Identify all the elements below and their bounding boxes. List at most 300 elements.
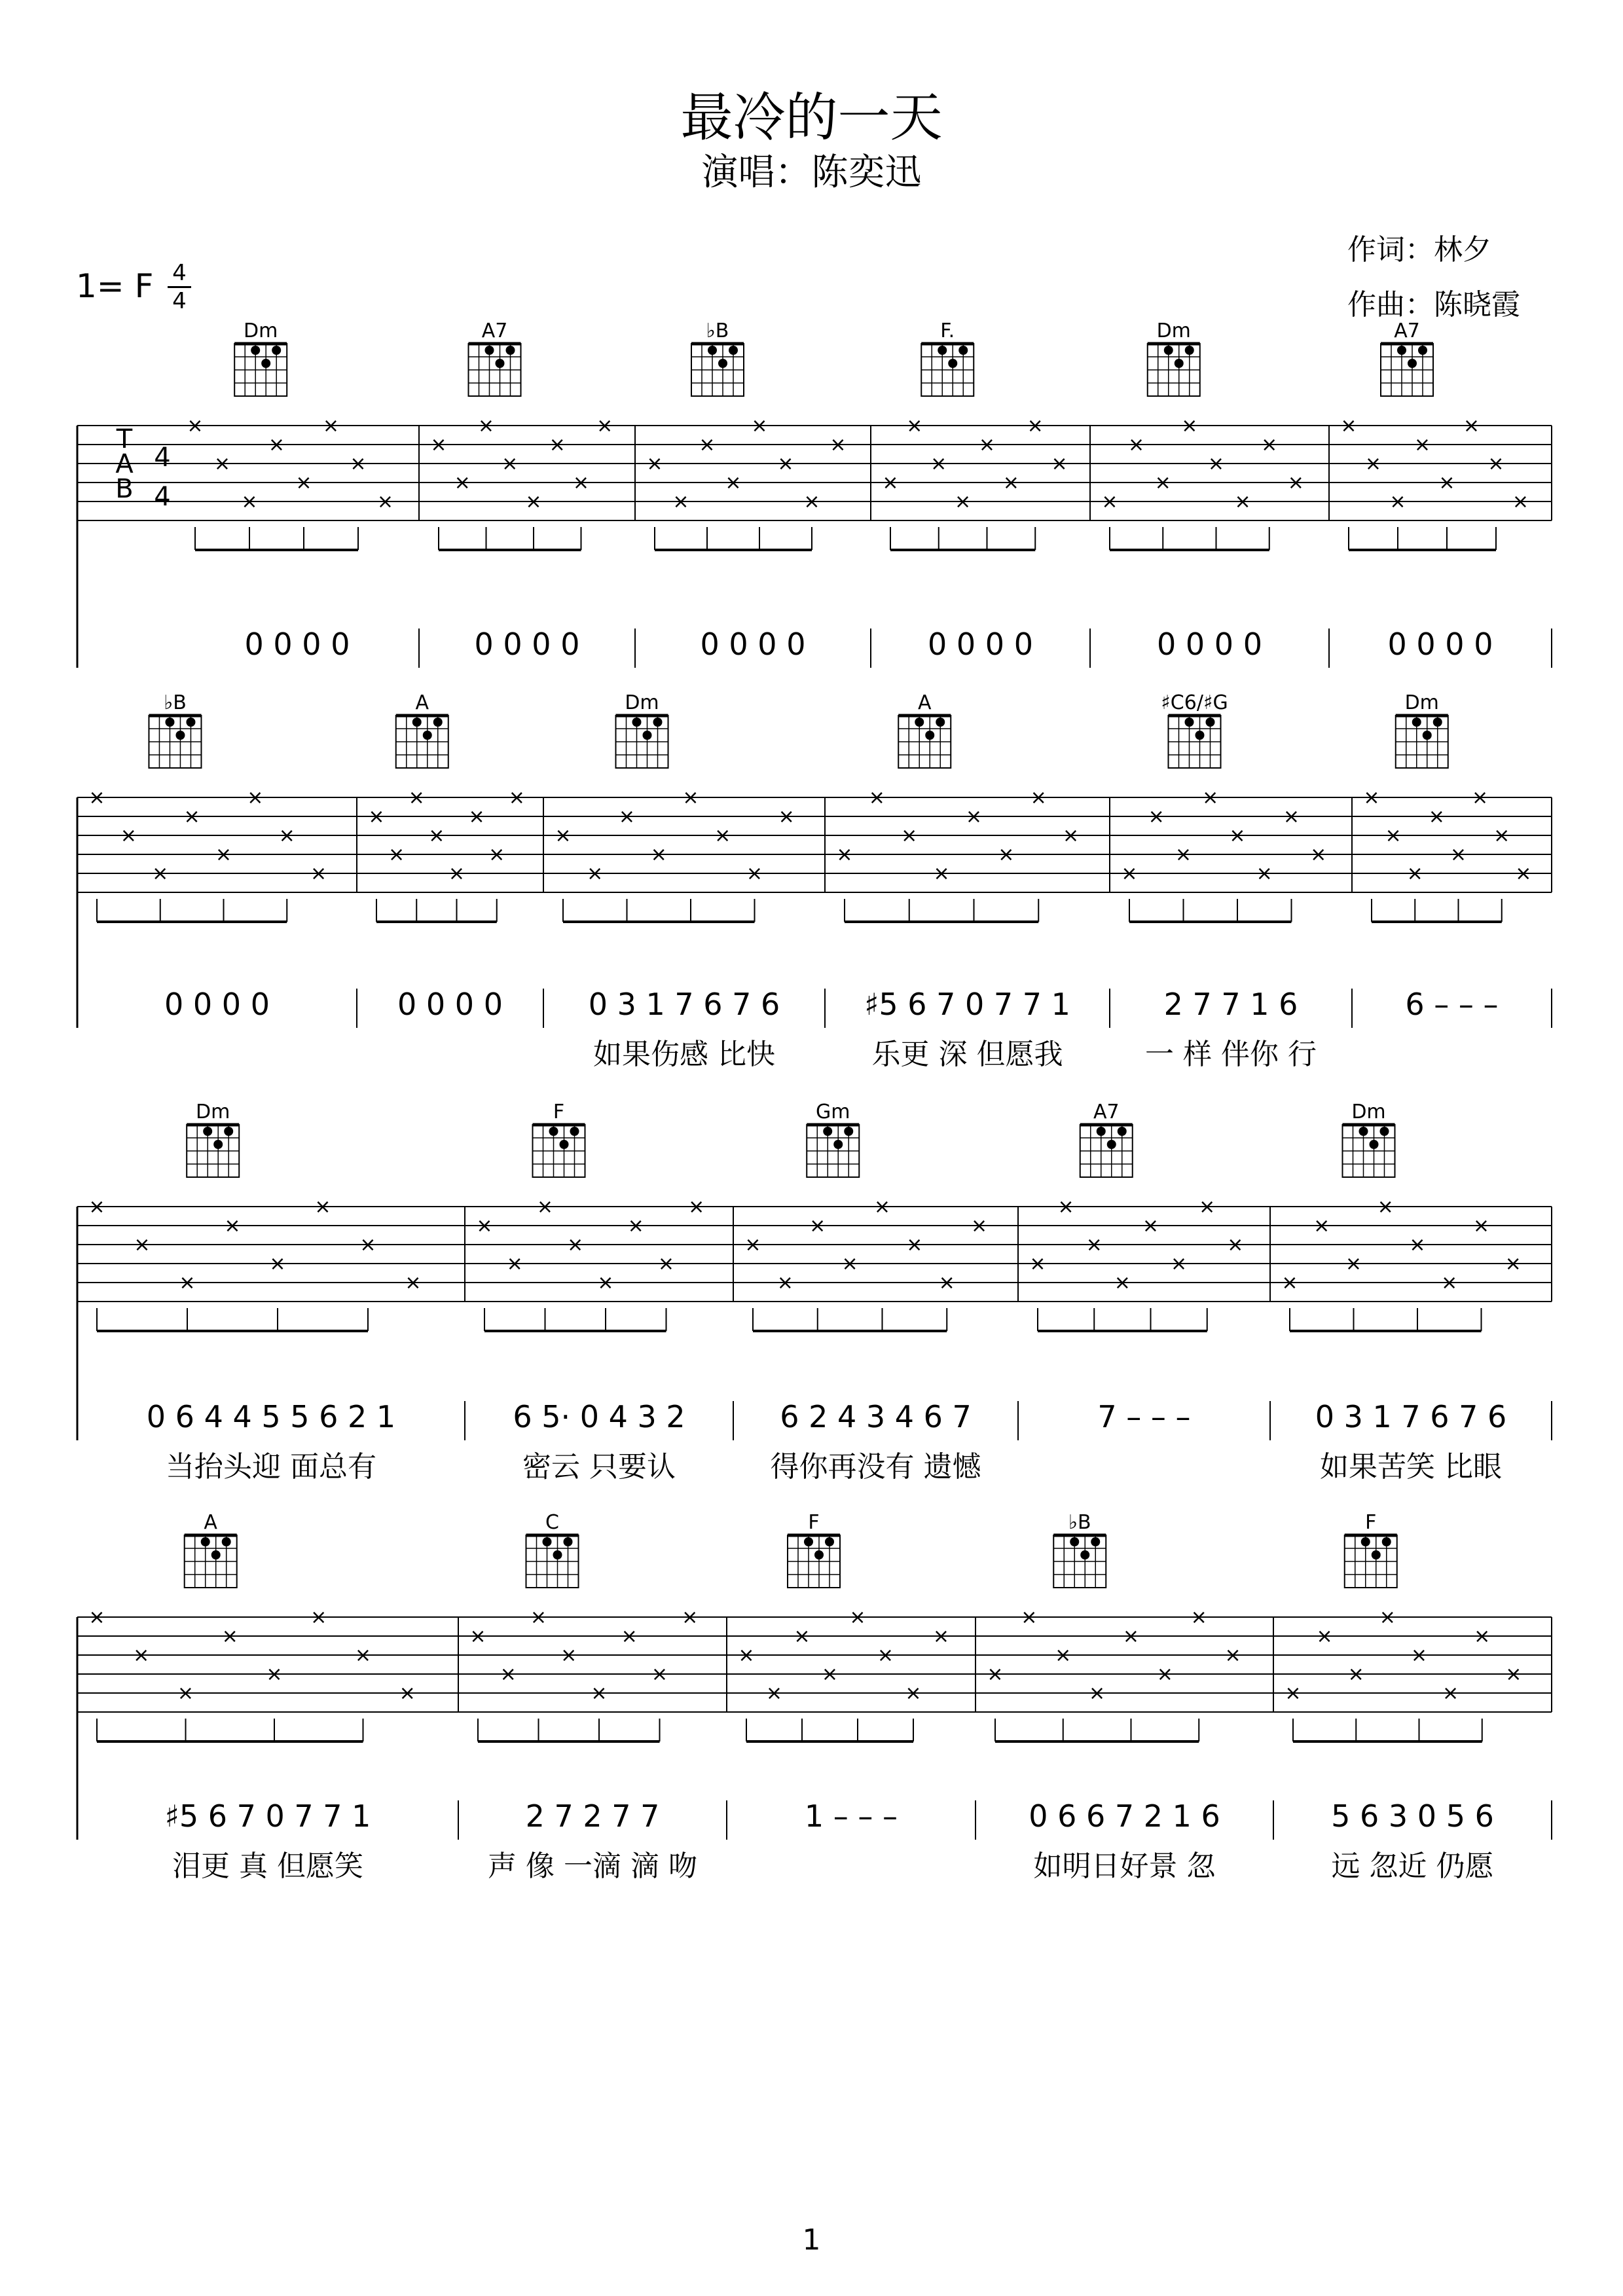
jianpu-notation: 5 6 3 0 5 6 xyxy=(1331,1798,1494,1834)
tab-mark: × xyxy=(1101,490,1118,513)
chord-finger-dot xyxy=(1175,359,1184,368)
chord-finger-dot xyxy=(433,718,443,727)
chord-finger-dot xyxy=(211,1550,221,1559)
tab-mark: × xyxy=(971,1214,988,1237)
chord-finger-dot xyxy=(653,718,663,727)
chord-finger-dot xyxy=(261,359,270,368)
tab-mark: × xyxy=(699,433,716,456)
chord-name: ♯C6/♯G xyxy=(1161,691,1228,714)
tab-mark: × xyxy=(830,433,847,456)
tab-mark: × xyxy=(1171,1252,1188,1275)
tab-mark: × xyxy=(744,1233,761,1256)
chord-finger-dot xyxy=(936,718,945,727)
chord-name: Dm xyxy=(1156,319,1191,342)
tab-mark: × xyxy=(1190,1606,1207,1629)
tab-mark: × xyxy=(906,414,923,437)
chord-name: F xyxy=(553,1101,565,1123)
tab-mark: × xyxy=(88,786,105,809)
lyrics-line: 如果伤感 比快 xyxy=(593,1038,775,1071)
tab-mark: × xyxy=(506,1252,523,1275)
tab-mark: × xyxy=(1340,414,1357,437)
lyrics-line: 密云 只要认 xyxy=(522,1450,676,1484)
jianpu-notation: 2 7 2 7 7 xyxy=(525,1798,660,1834)
tab-mark: × xyxy=(88,1606,105,1629)
tab-mark: × xyxy=(1287,471,1304,494)
tab-mark: × xyxy=(310,862,327,885)
chord-name: A xyxy=(204,1511,217,1534)
chord-finger-dot xyxy=(543,1537,552,1546)
tab-mark: × xyxy=(501,452,519,475)
tab-mark: × xyxy=(247,786,264,809)
tab-mark: × xyxy=(567,1233,584,1256)
tab-mark: × xyxy=(354,1644,372,1667)
tab-mark: × xyxy=(1472,1214,1490,1237)
chord-finger-dot xyxy=(506,346,515,355)
tab-mark: × xyxy=(1345,1252,1362,1275)
tab-mark: × xyxy=(714,824,731,847)
lyrics-line: 声 像 一滴 滴 吻 xyxy=(488,1850,697,1883)
tab-mark: × xyxy=(1487,452,1504,475)
chord-finger-dot xyxy=(1382,1537,1391,1546)
chord-finger-dot xyxy=(814,1550,824,1559)
chord-finger-dot xyxy=(823,1127,832,1136)
jianpu-notation: 6 2 4 3 4 6 7 xyxy=(780,1399,972,1434)
chord-finger-dot xyxy=(915,718,924,727)
chord-finger-dot xyxy=(1423,731,1432,740)
tab-mark: × xyxy=(1409,1233,1426,1256)
tab-mark: × xyxy=(549,433,566,456)
tab-mark: × xyxy=(469,1625,486,1648)
lyrics-line: 远 忽近 仍愿 xyxy=(1331,1850,1494,1883)
chord-finger-dot xyxy=(485,346,494,355)
tab-mark: × xyxy=(1463,414,1480,437)
chord-name: Dm xyxy=(196,1101,230,1123)
tab-mark: × xyxy=(408,786,425,809)
tab-mark: × xyxy=(597,1271,614,1294)
tab-mark: × xyxy=(1450,843,1467,866)
tab-mark: × xyxy=(572,471,590,494)
jianpu-notation: 0 0 0 0 xyxy=(474,627,580,662)
tab-mark: × xyxy=(809,1214,826,1237)
chord-finger-dot xyxy=(251,346,260,355)
chord-finger-dot xyxy=(1380,1127,1389,1136)
tab-mark: × xyxy=(179,1271,196,1294)
chord-finger-dot xyxy=(958,346,968,355)
tab-mark: × xyxy=(1055,1644,1072,1667)
chord-finger-dot xyxy=(423,731,432,740)
chord-finger-dot xyxy=(1370,1140,1379,1149)
lyrics-line: 如明日好景 忽 xyxy=(1033,1850,1216,1883)
chord-name: A xyxy=(415,691,429,714)
tab-mark: × xyxy=(1029,1252,1046,1275)
tab-mark: × xyxy=(314,1195,331,1218)
tab-mark: × xyxy=(1472,786,1489,809)
tab-mark: × xyxy=(500,1663,517,1686)
tab-mark: × xyxy=(965,805,983,828)
chord-name: C xyxy=(545,1511,559,1534)
song-title: 最冷的一天 xyxy=(680,87,943,148)
tab-mark: × xyxy=(1229,824,1246,847)
chord-finger-dot xyxy=(1206,718,1215,727)
chord-finger-dot xyxy=(1185,718,1194,727)
tab-mark: × xyxy=(536,1195,554,1218)
tab-mark: × xyxy=(1261,433,1278,456)
page-number: 1 xyxy=(802,2223,821,2257)
tab-mark: × xyxy=(1154,471,1171,494)
tab-mark: × xyxy=(1364,452,1382,475)
tab-mark: × xyxy=(657,1252,675,1275)
chord-finger-dot xyxy=(948,359,957,368)
tab-mark: × xyxy=(1051,452,1068,475)
tab-mark: × xyxy=(488,843,505,866)
lyrics-line: 当抬头迎 面总有 xyxy=(166,1450,376,1484)
jianpu-notation: 0 3 1 7 6 7 6 xyxy=(1315,1399,1507,1434)
chord-name: ♭B xyxy=(164,691,187,714)
tab-mark: × xyxy=(134,1233,151,1256)
tab-mark: × xyxy=(751,414,768,437)
chord-finger-dot xyxy=(213,1140,223,1149)
tab-mark: × xyxy=(269,1252,286,1275)
tab-mark: × xyxy=(793,1625,811,1648)
jianpu-notation: 0 0 0 0 xyxy=(397,987,503,1022)
tab-mark: × xyxy=(1316,1625,1333,1648)
chord-finger-dot xyxy=(1397,346,1406,355)
tab-mark: × xyxy=(476,1214,493,1237)
tab-mark: × xyxy=(508,786,525,809)
chord-name: F xyxy=(808,1511,820,1534)
tab-mark: × xyxy=(1515,862,1532,885)
tab-mark: × xyxy=(1181,414,1198,437)
jianpu-notation: 1 – – – xyxy=(804,1798,898,1834)
tab-mark: × xyxy=(1442,1682,1459,1705)
tab-mark: × xyxy=(682,786,699,809)
tab-mark: × xyxy=(555,824,572,847)
chord-name: A7 xyxy=(1394,319,1420,342)
tab-mark: × xyxy=(310,1606,327,1629)
chord-finger-dot xyxy=(833,1140,843,1149)
tab-mark: × xyxy=(1347,1663,1364,1686)
jianpu-notation: 6 5· 0 4 3 2 xyxy=(513,1399,685,1434)
chord-name: F. xyxy=(940,319,955,342)
tab-mark: × xyxy=(530,1606,547,1629)
jianpu-notation: 0 0 0 0 xyxy=(928,627,1033,662)
tab-mark: × xyxy=(841,1252,858,1275)
tab-mark: × xyxy=(1474,1625,1491,1648)
tab-mark: × xyxy=(1227,1233,1244,1256)
chord-finger-dot xyxy=(925,731,934,740)
tab-mark: × xyxy=(596,414,613,437)
tab-mark: × xyxy=(933,862,950,885)
tab-mark: × xyxy=(738,1644,755,1667)
time-signature-top: 4 xyxy=(172,260,187,286)
tab-mark: × xyxy=(1512,490,1529,513)
tab-mark: × xyxy=(405,1271,422,1294)
jianpu-notation: 0 0 0 0 xyxy=(244,627,350,662)
tab-mark: × xyxy=(1363,786,1380,809)
tab-mark: × xyxy=(1122,1625,1140,1648)
tab-mark: × xyxy=(725,471,742,494)
tab-mark: × xyxy=(183,805,200,828)
composer-credit: 作曲：陈晓霞 xyxy=(1347,288,1520,321)
tab-mark: × xyxy=(376,490,394,513)
chord-name: Dm xyxy=(244,319,278,342)
chord-finger-dot xyxy=(186,718,195,727)
tab-mark: × xyxy=(221,1625,238,1648)
tab-clef-letter: B xyxy=(115,474,134,504)
chord-finger-dot xyxy=(1070,1537,1079,1546)
tab-mark: × xyxy=(901,824,918,847)
tab-mark: × xyxy=(1379,1606,1396,1629)
tab-mark: × xyxy=(560,1644,577,1667)
tab-mark: × xyxy=(1021,1606,1038,1629)
tab-mark: × xyxy=(978,433,996,456)
chord-name: A7 xyxy=(481,319,508,342)
chord-finger-dot xyxy=(1185,346,1194,355)
tab-mark: × xyxy=(646,452,663,475)
jianpu-notation: 0 0 0 0 xyxy=(1157,627,1262,662)
tab-mark: × xyxy=(454,471,471,494)
chord-finger-dot xyxy=(165,718,174,727)
chord-finger-dot xyxy=(1372,1550,1381,1559)
tab-mark: × xyxy=(1030,786,1047,809)
chord-finger-dot xyxy=(632,718,642,727)
tab-mark: × xyxy=(477,414,495,437)
tab-mark: × xyxy=(1406,862,1423,885)
jianpu-notation: 6 – – – xyxy=(1405,987,1499,1022)
tab-mark: × xyxy=(873,1195,891,1218)
lyrics-line: 如果苦笑 比眼 xyxy=(1320,1450,1502,1484)
jianpu-notation: 0 0 0 0 xyxy=(700,627,806,662)
tab-mark: × xyxy=(627,1214,644,1237)
tab-mark: × xyxy=(1438,471,1455,494)
chord-finger-dot xyxy=(564,1537,573,1546)
tab-clef-letter: T xyxy=(116,424,133,454)
tab-mark: × xyxy=(821,1663,839,1686)
tab-mark: × xyxy=(1283,805,1300,828)
tab-mark: × xyxy=(905,1682,922,1705)
chord-name: Dm xyxy=(1404,691,1439,714)
chord-finger-dot xyxy=(1164,346,1173,355)
tab-mark: × xyxy=(803,490,820,513)
chord-finger-dot xyxy=(1097,1127,1106,1136)
tab-mark: × xyxy=(765,1682,783,1705)
tab-mark: × xyxy=(1128,433,1145,456)
tab-mark: × xyxy=(368,805,385,828)
tab-mark: × xyxy=(322,414,340,437)
chord-finger-dot xyxy=(1418,346,1427,355)
key-signature: 1= F xyxy=(76,267,154,305)
tab-mark: × xyxy=(746,862,763,885)
tab-mark: × xyxy=(1089,1682,1106,1705)
tab-mark: × xyxy=(1285,1682,1302,1705)
tab-time-signature: 4 xyxy=(154,443,171,473)
tab-mark: × xyxy=(682,1606,699,1629)
tab-mark: × xyxy=(1142,1214,1159,1237)
chord-finger-dot xyxy=(938,346,947,355)
chord-name: Dm xyxy=(625,691,659,714)
chord-finger-dot xyxy=(708,346,717,355)
jianpu-notation: 0 6 4 4 5 5 6 2 1 xyxy=(146,1399,396,1434)
chord-finger-dot xyxy=(844,1127,853,1136)
jianpu-notation: 0 6 6 7 2 1 6 xyxy=(1029,1798,1220,1834)
chord-finger-dot xyxy=(804,1537,813,1546)
chord-finger-dot xyxy=(203,1127,212,1136)
chord-finger-dot xyxy=(643,731,652,740)
chord-name: F xyxy=(1365,1511,1377,1534)
chord-finger-dot xyxy=(1433,718,1442,727)
tab-mark: × xyxy=(1002,471,1019,494)
chord-finger-dot xyxy=(1118,1127,1127,1136)
chord-finger-dot xyxy=(1091,1537,1100,1546)
tab-mark: × xyxy=(1377,1195,1394,1218)
chord-finger-dot xyxy=(1107,1140,1116,1149)
tab-mark: × xyxy=(1199,1195,1216,1218)
tab-mark: × xyxy=(213,452,231,475)
tab-mark: × xyxy=(955,490,972,513)
tab-mark: × xyxy=(1504,1252,1522,1275)
chord-finger-dot xyxy=(412,718,422,727)
tab-mark: × xyxy=(987,1663,1004,1686)
chord-finger-dot xyxy=(1361,1537,1370,1546)
tab-mark: × xyxy=(399,1682,416,1705)
tab-mark: × xyxy=(650,843,667,866)
jianpu-notation: 0 0 0 0 xyxy=(1387,627,1493,662)
tab-mark: × xyxy=(672,490,689,513)
jianpu-notation: ♯5 6 7 0 7 7 1 xyxy=(864,987,1070,1022)
jianpu-notation: 0 3 1 7 6 7 6 xyxy=(588,987,780,1022)
tab-mark: × xyxy=(1310,843,1327,866)
time-signature-bottom: 4 xyxy=(172,288,187,314)
tab-mark: × xyxy=(152,862,169,885)
tab-mark: × xyxy=(938,1271,955,1294)
tab-mark: × xyxy=(241,490,258,513)
tab-mark: × xyxy=(778,805,795,828)
tab-time-signature: 4 xyxy=(154,482,171,512)
tab-mark: × xyxy=(587,862,604,885)
tab-mark: × xyxy=(1256,862,1273,885)
chord-name: Dm xyxy=(1351,1101,1386,1123)
tab-mark: × xyxy=(1313,1214,1330,1237)
jianpu-notation: 0 0 0 0 xyxy=(164,987,270,1022)
tab-mark: × xyxy=(621,1625,638,1648)
jianpu-notation: 7 – – – xyxy=(1097,1399,1191,1434)
chord-name: A xyxy=(917,691,932,714)
tab-mark: × xyxy=(1057,1195,1074,1218)
tab-mark: × xyxy=(215,843,232,866)
tab-mark: × xyxy=(266,1663,283,1686)
lyricist-credit: 作词：林夕 xyxy=(1347,233,1491,266)
tab-mark: × xyxy=(1156,1663,1173,1686)
chord-name: ♭B xyxy=(706,319,729,342)
tab-mark: × xyxy=(295,471,312,494)
tab-mark: × xyxy=(998,843,1015,866)
chord-finger-dot xyxy=(560,1140,569,1149)
tab-mark: × xyxy=(1441,1271,1458,1294)
chord-finger-dot xyxy=(175,731,185,740)
tab-mark: × xyxy=(651,1663,668,1686)
chord-finger-dot xyxy=(201,1537,210,1546)
tab-mark: × xyxy=(1493,824,1510,847)
tab-mark: × xyxy=(849,1606,866,1629)
tab-mark: × xyxy=(618,805,636,828)
tab-mark: × xyxy=(430,433,447,456)
tab-mark: × xyxy=(1224,1644,1241,1667)
tab-mark: × xyxy=(591,1682,608,1705)
chord-name: A7 xyxy=(1093,1101,1120,1123)
tab-mark: × xyxy=(1428,805,1445,828)
tab-mark: × xyxy=(1202,786,1219,809)
chord-finger-dot xyxy=(272,346,281,355)
jianpu-notation: 2 7 7 1 6 xyxy=(1163,987,1298,1022)
tab-clef-letter: A xyxy=(115,449,134,479)
tab-mark: × xyxy=(278,824,295,847)
tab-mark: × xyxy=(1413,433,1431,456)
chord-finger-dot xyxy=(729,346,738,355)
tab-mark: × xyxy=(930,452,947,475)
tab-mark: × xyxy=(268,433,285,456)
tab-mark: × xyxy=(1389,490,1406,513)
chord-finger-dot xyxy=(496,359,505,368)
tab-mark: × xyxy=(688,1195,705,1218)
lyrics-line: 乐更 深 但愿我 xyxy=(871,1038,1063,1071)
tab-mark: × xyxy=(1085,1233,1103,1256)
tab-mark: × xyxy=(1175,843,1192,866)
tab-mark: × xyxy=(1121,862,1138,885)
chord-finger-dot xyxy=(1412,718,1421,727)
tab-mark: × xyxy=(224,1214,241,1237)
tab-mark: × xyxy=(882,471,899,494)
chord-finger-dot xyxy=(825,1537,834,1546)
tab-mark: × xyxy=(1385,824,1402,847)
chord-finger-dot xyxy=(1195,731,1205,740)
chord-finger-dot xyxy=(718,359,727,368)
tab-mark: × xyxy=(777,452,794,475)
tab-mark: × xyxy=(388,843,405,866)
lyrics-line: 泪更 真 但愿笑 xyxy=(172,1850,363,1883)
tab-mark: × xyxy=(776,1271,793,1294)
chord-finger-dot xyxy=(549,1127,558,1136)
tab-mark: × xyxy=(1234,490,1251,513)
chord-finger-dot xyxy=(1080,1550,1089,1559)
tab-mark: × xyxy=(448,862,465,885)
chord-finger-dot xyxy=(1408,359,1417,368)
tab-mark: × xyxy=(932,1625,950,1648)
tab-mark: × xyxy=(359,1233,376,1256)
tab-mark: × xyxy=(525,490,542,513)
lyrics-line: 一 样 伴你 行 xyxy=(1145,1038,1317,1071)
tab-mark: × xyxy=(1114,1271,1131,1294)
chord-name: Gm xyxy=(816,1101,850,1123)
tab-mark: × xyxy=(177,1682,194,1705)
tab-mark: × xyxy=(1148,805,1165,828)
tab-mark: × xyxy=(428,824,445,847)
tab-mark: × xyxy=(1207,452,1225,475)
chord-finger-dot xyxy=(224,1127,233,1136)
chord-finger-dot xyxy=(1359,1127,1368,1136)
tab-mark: × xyxy=(468,805,485,828)
tab-mark: × xyxy=(1505,1663,1522,1686)
chord-finger-dot xyxy=(570,1127,579,1136)
tab-mark: × xyxy=(120,824,137,847)
tab-mark: × xyxy=(906,1233,923,1256)
tab-mark: × xyxy=(1410,1644,1428,1667)
lyrics-line: 得你再没有 遗憾 xyxy=(770,1450,981,1484)
tab-mark: × xyxy=(1027,414,1044,437)
tab-mark: × xyxy=(1281,1271,1298,1294)
tab-mark: × xyxy=(1063,824,1080,847)
chord-name: ♭B xyxy=(1068,1511,1091,1534)
tab-mark: × xyxy=(868,786,885,809)
